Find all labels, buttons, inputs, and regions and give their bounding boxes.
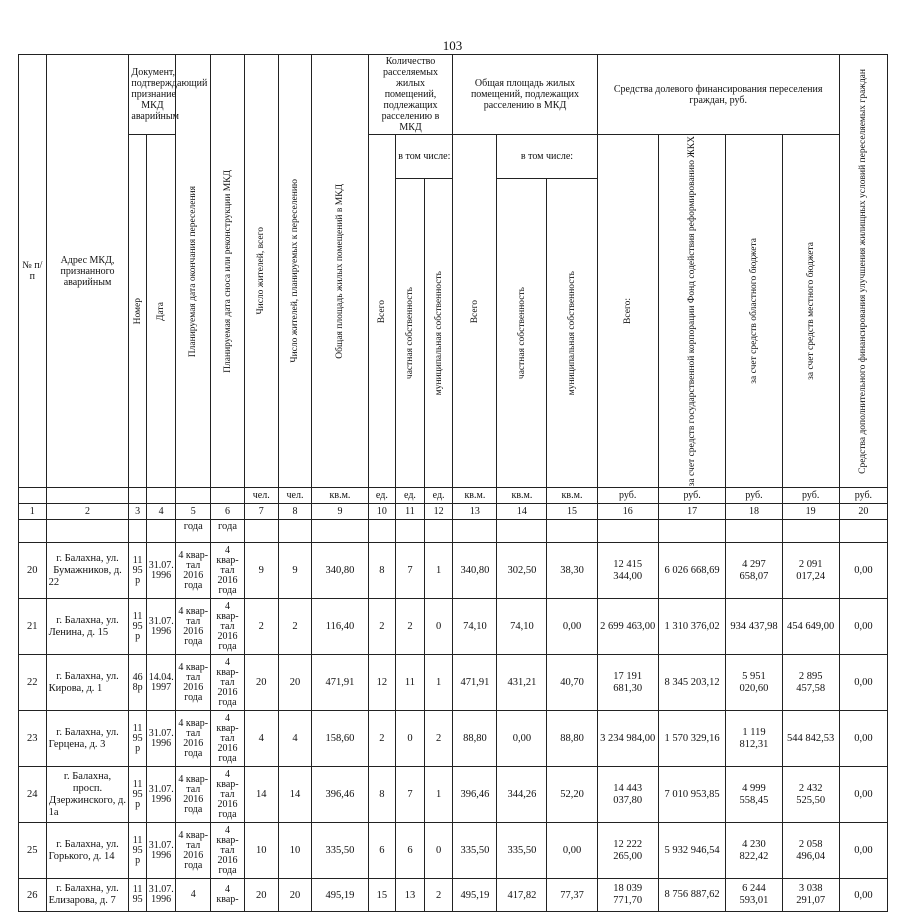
- cell-residents-moving: 4: [278, 711, 312, 767]
- cell-funding-regional: 6 244 593,01: [726, 879, 782, 912]
- cell-doc-date: 14.04. 1997: [146, 655, 176, 711]
- cell-relocation-end: 4 квар- тал 2016 года: [176, 767, 211, 823]
- cell-residents-moving: 10: [278, 823, 312, 879]
- cell-funding-regional: 1 119 812,31: [726, 711, 782, 767]
- table-header: [19, 55, 888, 520]
- cell-area-private: 335,50: [497, 823, 547, 879]
- col-number: 5: [176, 504, 211, 520]
- col-number: 7: [244, 504, 278, 520]
- cell-rooms-municipal: 1: [424, 655, 453, 711]
- cell-number: 23: [19, 711, 47, 767]
- cell-area-municipal: 77,37: [547, 879, 597, 912]
- col-number: 15: [547, 504, 597, 520]
- col-number: 19: [782, 504, 839, 520]
- cell-area-total: 495,19: [453, 879, 497, 912]
- cell-doc-date: 31.07. 1996: [146, 543, 176, 599]
- hdr-document: Документ, подтверждающий признание МКД аварийным: [129, 55, 176, 135]
- cell-doc-date: 31.07. 1996: [146, 879, 176, 912]
- cell-demolition-date: 4 квар- тал 2016 года: [211, 599, 245, 655]
- cell-funding-regional: 4 297 658,07: [726, 543, 782, 599]
- table-row: [19, 711, 888, 767]
- cell-area-private: 0,00: [497, 711, 547, 767]
- cell-rooms-municipal: 0: [424, 599, 453, 655]
- cell-additional-funding: 0,00: [839, 879, 887, 912]
- cell-doc-date: 31.07. 1996: [146, 823, 176, 879]
- col-number: 18: [726, 504, 782, 520]
- cell-residents-total: 10: [244, 823, 278, 879]
- cell-total-area: 471,91: [312, 655, 368, 711]
- col-number: 10: [368, 504, 396, 520]
- cell-area-municipal: 0,00: [547, 599, 597, 655]
- col-number: 14: [497, 504, 547, 520]
- cell-residents-total: 20: [244, 655, 278, 711]
- cell-number: 21: [19, 599, 47, 655]
- table-rows: [19, 543, 888, 912]
- cell-funding-total: 12 222 265,00: [597, 823, 658, 879]
- cell-relocation-end: 4 квар- тал 2016 года: [176, 711, 211, 767]
- cell-rooms-municipal: 2: [424, 711, 453, 767]
- cell-area-total: 74,10: [453, 599, 497, 655]
- cell-rooms-private: 13: [396, 879, 425, 912]
- hdr-rooms-incl: в том числе:: [396, 135, 453, 179]
- cell-rooms-private: 6: [396, 823, 425, 879]
- cell-funding-local: 2 091 017,24: [782, 543, 839, 599]
- cell-area-municipal: 88,80: [547, 711, 597, 767]
- unit-cell: руб.: [839, 488, 887, 504]
- cell-funding-local: 2 432 525,50: [782, 767, 839, 823]
- table-row: [19, 655, 888, 711]
- col-number: 3: [129, 504, 146, 520]
- cell-rooms-municipal: 2: [424, 879, 453, 912]
- cell-address: г. Балахна, ул. Елизарова, д. 7: [46, 879, 129, 912]
- cell-area-total: 340,80: [453, 543, 497, 599]
- cell-number: 20: [19, 543, 47, 599]
- cell-rooms-total: 2: [368, 599, 396, 655]
- cell-demolition-date: 4 квар- тал 2016 года: [211, 767, 245, 823]
- cell-funding-fund: 1 310 376,02: [658, 599, 725, 655]
- cell-area-municipal: 52,20: [547, 767, 597, 823]
- hdr-total-area: Общая площадь жилых помещений в МКД: [312, 55, 368, 488]
- cell-demolition-date: 4 квар-: [211, 879, 245, 912]
- cell-total-area: 335,50: [312, 823, 368, 879]
- cell-residents-moving: 9: [278, 543, 312, 599]
- hdr-relocation-end: Планируемая дата окончания переселения: [176, 55, 211, 488]
- unit-cell: [129, 488, 146, 504]
- cell-area-total: 396,46: [453, 767, 497, 823]
- cell-relocation-end: 4: [176, 879, 211, 912]
- hdr-rooms-municipal: муниципальная собственность: [424, 178, 453, 488]
- cell-funding-local: 2 895 457,58: [782, 655, 839, 711]
- cell-area-private: 431,21: [497, 655, 547, 711]
- cell-relocation-end: 4 квар- тал 2016 года: [176, 599, 211, 655]
- cell-doc-number: 11 95 р: [129, 711, 146, 767]
- cell-address: г. Балахна, ул. Горького, д. 14: [46, 823, 129, 879]
- cell-funding-total: 2 699 463,00: [597, 599, 658, 655]
- cell-area-municipal: 38,30: [547, 543, 597, 599]
- cell-doc-number: 11 95 р: [129, 599, 146, 655]
- unit-cell: чел.: [244, 488, 278, 504]
- cell-funding-regional: 4 230 822,42: [726, 823, 782, 879]
- cell-area-total: 335,50: [453, 823, 497, 879]
- cell-funding-regional: 934 437,98: [726, 599, 782, 655]
- hdr-doc-date: Дата: [146, 135, 176, 488]
- cell-number: 22: [19, 655, 47, 711]
- units-row: [19, 488, 888, 504]
- cell-residents-moving: 2: [278, 599, 312, 655]
- cell-funding-total: 3 234 984,00: [597, 711, 658, 767]
- cell-area-private: 417,82: [497, 879, 547, 912]
- unit-cell: руб.: [782, 488, 839, 504]
- cell-funding-fund: 8 756 887,62: [658, 879, 725, 912]
- hdr-doc-number: Номер: [129, 135, 146, 488]
- cell-number: 25: [19, 823, 47, 879]
- cell-relocation-end: 4 квар- тал 2016 года: [176, 543, 211, 599]
- col-number: 8: [278, 504, 312, 520]
- col-number: 16: [597, 504, 658, 520]
- hdr-area-private: частная собственность: [497, 178, 547, 488]
- table-row: [19, 767, 888, 823]
- hdr-funding-total: Всего:: [597, 135, 658, 488]
- cell-number: 26: [19, 879, 47, 912]
- unit-cell: кв.м.: [497, 488, 547, 504]
- cell-rooms-private: 7: [396, 767, 425, 823]
- col-number: 9: [312, 504, 368, 520]
- column-numbers-row: [19, 504, 888, 520]
- resettlement-table: [18, 54, 888, 912]
- cell-additional-funding: 0,00: [839, 599, 887, 655]
- page-number: 103: [442, 38, 463, 53]
- cell-residents-moving: 20: [278, 655, 312, 711]
- cell-address: г. Балахна, ул. Бумажников, д. 22: [46, 543, 129, 599]
- unit-cell: [211, 488, 245, 504]
- cell-residents-total: 14: [244, 767, 278, 823]
- unit-cell: [19, 488, 47, 504]
- stub-year: года: [211, 520, 245, 543]
- cell-rooms-private: 2: [396, 599, 425, 655]
- unit-cell: [176, 488, 211, 504]
- cell-total-area: 340,80: [312, 543, 368, 599]
- cell-relocation-end: 4 квар- тал 2016 года: [176, 823, 211, 879]
- cell-additional-funding: 0,00: [839, 543, 887, 599]
- cell-total-area: 495,19: [312, 879, 368, 912]
- table-row: [19, 543, 888, 599]
- cell-residents-total: 9: [244, 543, 278, 599]
- hdr-area-group: Общая площадь жилых помещений, подлежащих расселению в МКД: [453, 55, 597, 135]
- cell-doc-number: 11 95 р: [129, 543, 146, 599]
- hdr-funding-group: Средства долевого финансирования переселения граждан, руб.: [597, 55, 839, 135]
- cell-funding-total: 17 191 681,30: [597, 655, 658, 711]
- cell-funding-fund: 1 570 329,16: [658, 711, 725, 767]
- cell-doc-number: 46 8р: [129, 655, 146, 711]
- cell-doc-date: 31.07. 1996: [146, 711, 176, 767]
- cell-funding-fund: 5 932 946,54: [658, 823, 725, 879]
- cell-funding-fund: 6 026 668,69: [658, 543, 725, 599]
- col-number: 20: [839, 504, 887, 520]
- cell-funding-regional: 4 999 558,45: [726, 767, 782, 823]
- cell-funding-local: 454 649,00: [782, 599, 839, 655]
- hdr-funding-regional: за счет средств областного бюджета: [726, 135, 782, 488]
- hdr-funding-local: за счет средств местного бюджета: [782, 135, 839, 488]
- unit-cell: чел.: [278, 488, 312, 504]
- cell-doc-number: 11 95 р: [129, 823, 146, 879]
- cell-number: 24: [19, 767, 47, 823]
- hdr-address: Адрес МКД, признанного аварийным: [46, 55, 129, 488]
- col-number: 17: [658, 504, 725, 520]
- unit-cell: [146, 488, 176, 504]
- col-number: 2: [46, 504, 129, 520]
- table-row: [19, 599, 888, 655]
- unit-cell: руб.: [726, 488, 782, 504]
- cell-rooms-total: 12: [368, 655, 396, 711]
- hdr-rooms-total: Всего: [368, 135, 396, 488]
- cell-additional-funding: 0,00: [839, 711, 887, 767]
- col-number: 1: [19, 504, 47, 520]
- cell-additional-funding: 0,00: [839, 655, 887, 711]
- cell-rooms-total: 6: [368, 823, 396, 879]
- cell-rooms-total: 8: [368, 767, 396, 823]
- cell-funding-total: 18 039 771,70: [597, 879, 658, 912]
- cell-area-municipal: 40,70: [547, 655, 597, 711]
- unit-cell: руб.: [597, 488, 658, 504]
- table-body: [19, 520, 888, 543]
- cell-funding-total: 12 415 344,00: [597, 543, 658, 599]
- cell-doc-number: 11 95: [129, 879, 146, 912]
- table-row: [19, 879, 888, 912]
- cell-rooms-total: 2: [368, 711, 396, 767]
- hdr-funding-fund: за счет средств государственной корпорации Фонд содействия реформированию ЖКХ: [658, 135, 725, 488]
- cell-residents-moving: 14: [278, 767, 312, 823]
- hdr-residents-moving: Число жителей, планируемых к переселению: [278, 55, 312, 488]
- cell-funding-regional: 5 951 020,60: [726, 655, 782, 711]
- stub-year: года: [176, 520, 211, 543]
- cell-residents-total: 20: [244, 879, 278, 912]
- cell-funding-local: 544 842,53: [782, 711, 839, 767]
- cell-relocation-end: 4 квар- тал 2016 года: [176, 655, 211, 711]
- cell-total-area: 396,46: [312, 767, 368, 823]
- cell-funding-fund: 8 345 203,12: [658, 655, 725, 711]
- continuation-row: [19, 520, 888, 543]
- cell-additional-funding: 0,00: [839, 823, 887, 879]
- cell-rooms-municipal: 0: [424, 823, 453, 879]
- cell-funding-fund: 7 010 953,85: [658, 767, 725, 823]
- unit-cell: ед.: [368, 488, 396, 504]
- cell-residents-moving: 20: [278, 879, 312, 912]
- cell-residents-total: 4: [244, 711, 278, 767]
- hdr-area-total: Всего: [453, 135, 497, 488]
- cell-doc-date: 31.07. 1996: [146, 767, 176, 823]
- col-number: 11: [396, 504, 425, 520]
- cell-address: г. Балахна, просп. Дзержинского, д. 1а: [46, 767, 129, 823]
- unit-cell: кв.м.: [312, 488, 368, 504]
- cell-funding-total: 14 443 037,80: [597, 767, 658, 823]
- col-number: 12: [424, 504, 453, 520]
- cell-rooms-municipal: 1: [424, 767, 453, 823]
- hdr-demolition-date: Планируемая дата сноса или реконструкции МКД: [211, 55, 245, 488]
- hdr-additional-funding: Средства дополнительного финансирования улучшения жилищных условий переселяемых граждан: [839, 55, 887, 488]
- cell-area-total: 88,80: [453, 711, 497, 767]
- unit-cell: [46, 488, 129, 504]
- cell-demolition-date: 4 квар- тал 2016 года: [211, 823, 245, 879]
- unit-cell: ед.: [396, 488, 425, 504]
- unit-cell: ед.: [424, 488, 453, 504]
- cell-rooms-municipal: 1: [424, 543, 453, 599]
- col-number: 13: [453, 504, 497, 520]
- table-row: [19, 823, 888, 879]
- hdr-area-incl: в том числе:: [497, 135, 597, 179]
- hdr-residents-total: Число жителей, всего: [244, 55, 278, 488]
- cell-demolition-date: 4 квар- тал 2016 года: [211, 711, 245, 767]
- unit-cell: кв.м.: [453, 488, 497, 504]
- col-number: 6: [211, 504, 245, 520]
- cell-area-total: 471,91: [453, 655, 497, 711]
- unit-cell: кв.м.: [547, 488, 597, 504]
- cell-area-private: 302,50: [497, 543, 547, 599]
- cell-doc-number: 11 95 р: [129, 767, 146, 823]
- cell-total-area: 116,40: [312, 599, 368, 655]
- cell-total-area: 158,60: [312, 711, 368, 767]
- cell-funding-local: 3 038 291,07: [782, 879, 839, 912]
- cell-rooms-total: 8: [368, 543, 396, 599]
- cell-area-municipal: 0,00: [547, 823, 597, 879]
- cell-address: г. Балахна, ул. Ленина, д. 15: [46, 599, 129, 655]
- cell-funding-local: 2 058 496,04: [782, 823, 839, 879]
- cell-rooms-total: 15: [368, 879, 396, 912]
- col-number: 4: [146, 504, 176, 520]
- cell-residents-total: 2: [244, 599, 278, 655]
- cell-address: г. Балахна, ул. Герцена, д. 3: [46, 711, 129, 767]
- cell-demolition-date: 4 квар- тал 2016 года: [211, 655, 245, 711]
- cell-address: г. Балахна, ул. Кирова, д. 1: [46, 655, 129, 711]
- unit-cell: руб.: [658, 488, 725, 504]
- cell-rooms-private: 0: [396, 711, 425, 767]
- hdr-number: № п/п: [19, 55, 47, 488]
- cell-additional-funding: 0,00: [839, 767, 887, 823]
- cell-rooms-private: 7: [396, 543, 425, 599]
- cell-area-private: 344,26: [497, 767, 547, 823]
- hdr-rooms-group: Количество расселяемых жилых помещений, подлежащих расселению в МКД: [368, 55, 453, 135]
- cell-doc-date: 31.07. 1996: [146, 599, 176, 655]
- cell-demolition-date: 4 квар- тал 2016 года: [211, 543, 245, 599]
- hdr-area-municipal: муниципальная собственность: [547, 178, 597, 488]
- cell-rooms-private: 11: [396, 655, 425, 711]
- hdr-rooms-private: частная собственность: [396, 178, 425, 488]
- cell-area-private: 74,10: [497, 599, 547, 655]
